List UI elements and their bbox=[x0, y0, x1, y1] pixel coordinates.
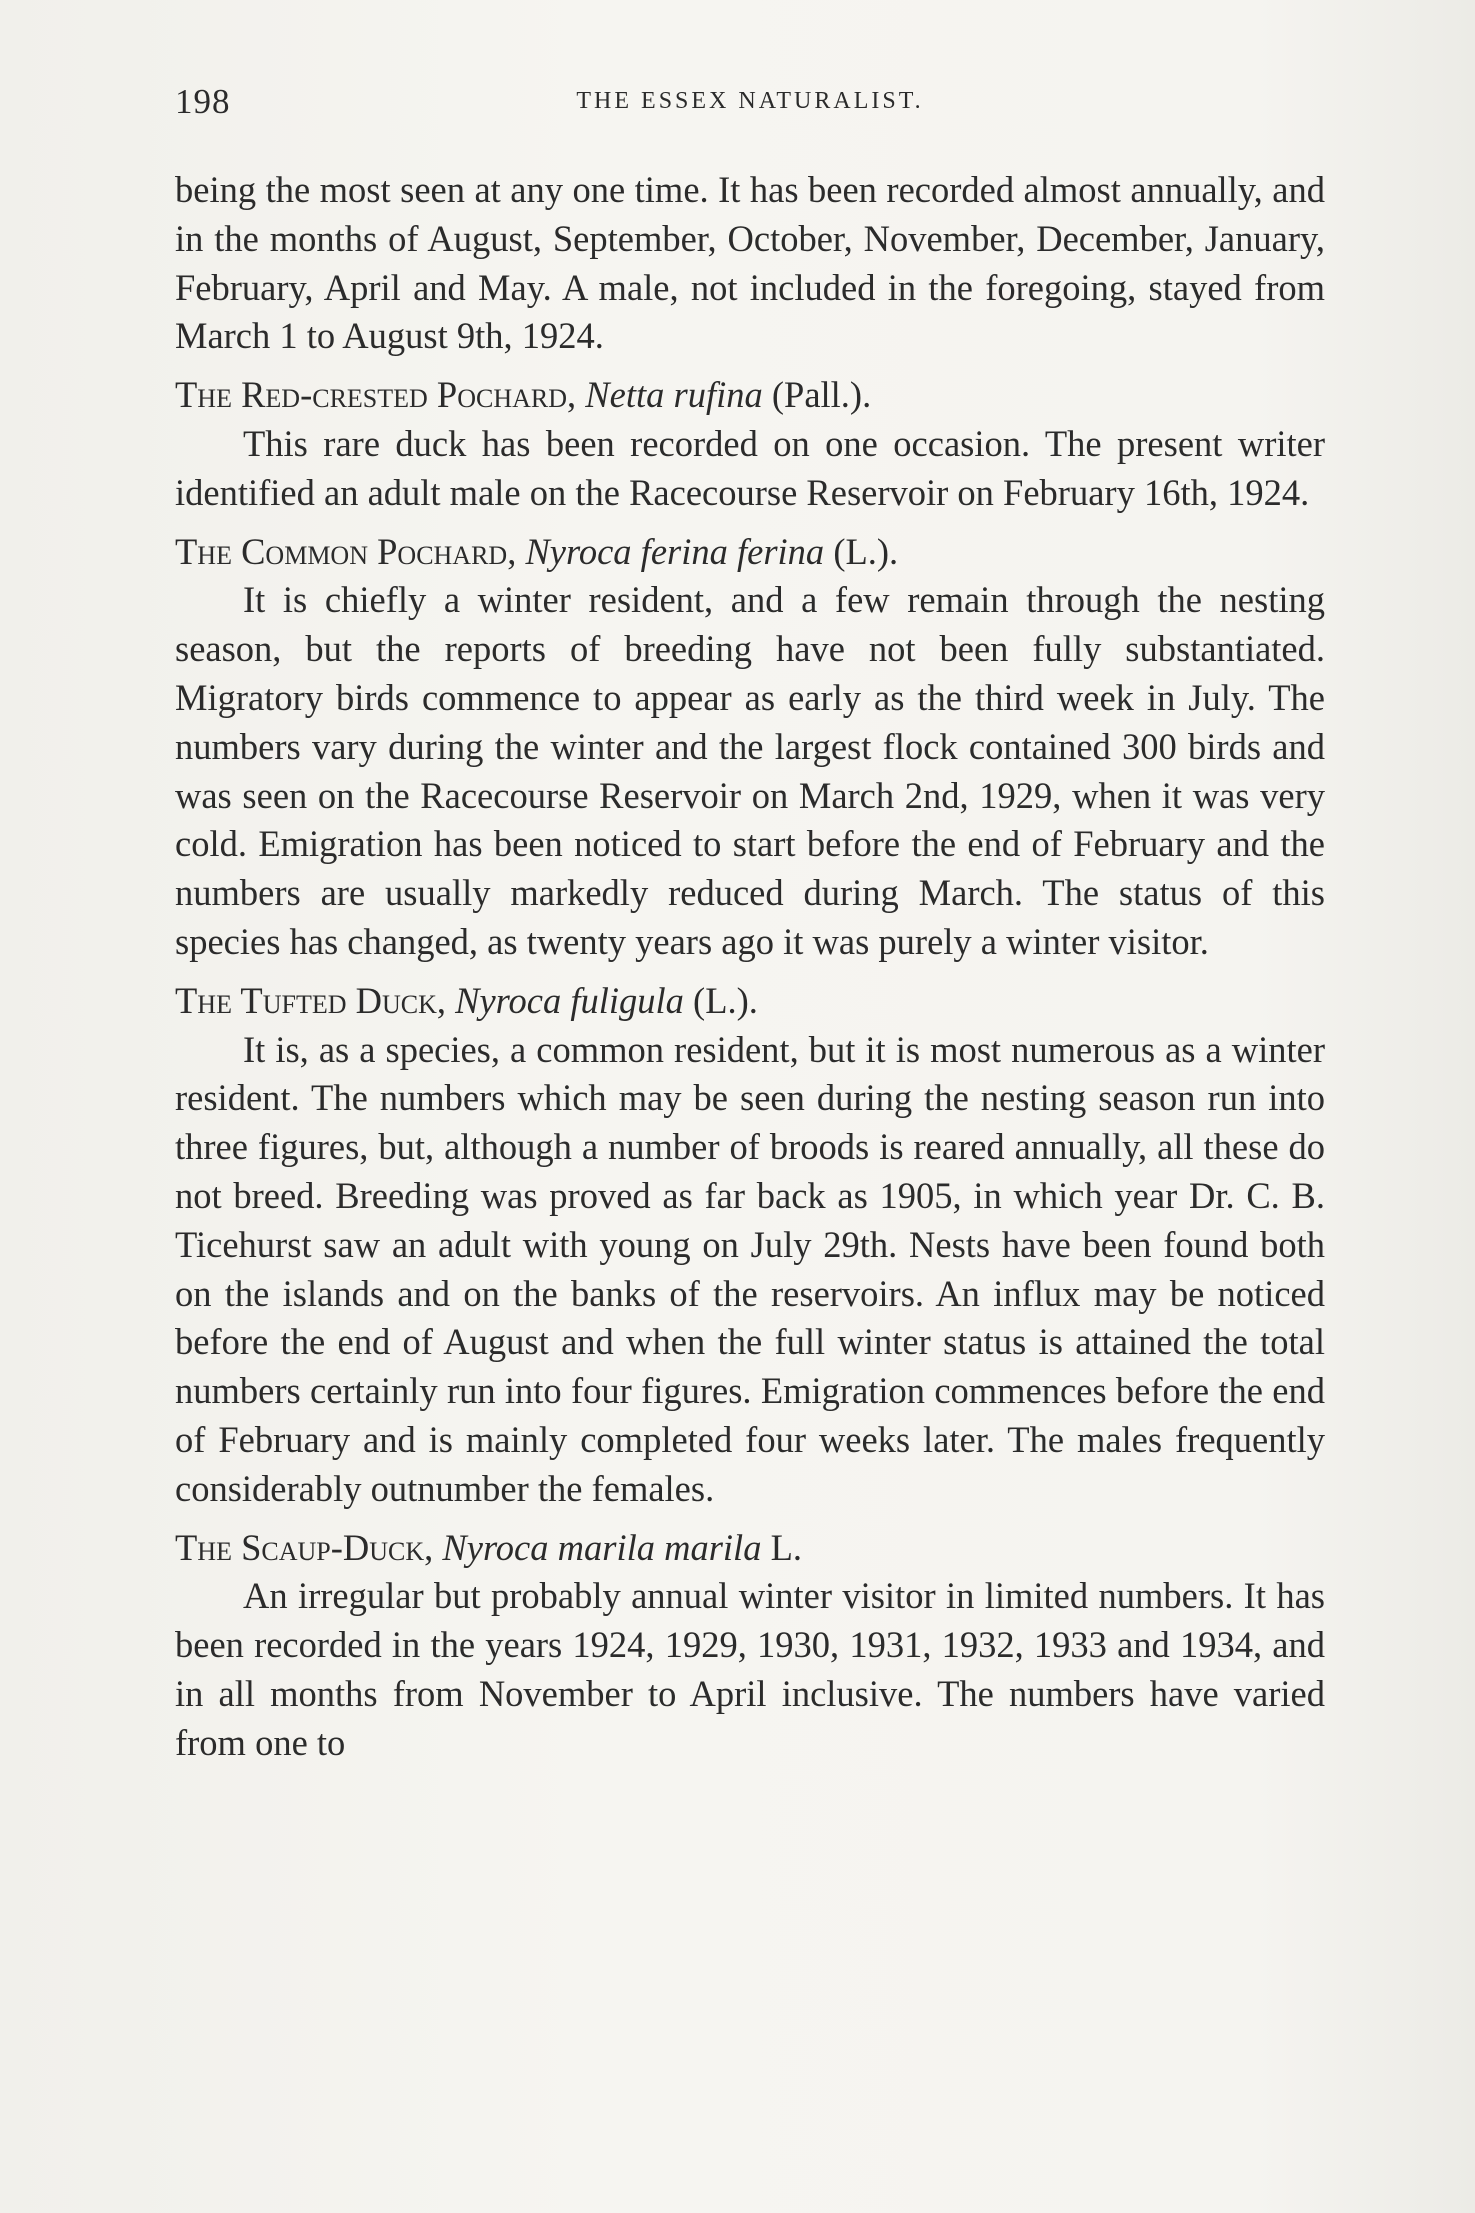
species-paragraph-common-pochard: It is chiefly a winter resident, and a few remain through the nesting season, but the reports of breeding have not been fully substantiated. Migratory birds commence to appear as early as the third week in July. The numbers vary during the winter and the largest flock contained 300 birds and was seen on the Racecourse Reservoir on March 2nd, 1929, when it was very cold. Emigration has been noticed to start before the end of February and the numbers are usually markedly reduced during March. The status of this species has changed, as twenty years ago it was purely a winter visitor. bbox=[175, 579, 1325, 962]
species-latin-name: Nyroca fuligula bbox=[455, 979, 684, 1021]
species-heading-scaup-duck bbox=[175, 1524, 1325, 1573]
species-common-name: The Scaup-Duck, bbox=[175, 1526, 434, 1568]
body-text bbox=[175, 166, 1325, 1768]
species-heading-tufted-duck bbox=[175, 977, 1325, 1026]
species-common-name: The Common Pochard, bbox=[175, 530, 517, 572]
species-authority: L. bbox=[770, 1526, 802, 1568]
page-number: 198 bbox=[175, 82, 231, 121]
species-paragraph-red-crested-pochard: This rare duck has been recorded on one occasion. The present writer identified an adult male on the Racecourse Reservoir on February 16th, 1924. bbox=[175, 422, 1325, 513]
species-latin-name: Netta rufina bbox=[585, 374, 763, 416]
species-latin-name: Nyroca marila marila bbox=[442, 1526, 762, 1568]
page-header bbox=[175, 82, 1325, 132]
species-heading-red-crested-pochard bbox=[175, 371, 1325, 420]
species-common-name: The Red-crested Pochard, bbox=[175, 374, 577, 416]
species-latin-name: Nyroca ferina ferina bbox=[525, 530, 825, 572]
species-authority: (L.). bbox=[833, 530, 899, 572]
species-common-name: The Tufted Duck, bbox=[175, 979, 446, 1021]
species-authority: (L.). bbox=[693, 979, 758, 1021]
continued-paragraph: being the most seen at any one time. It has been recorded almost annually, and in the months of August, September, October, November, December, January, February, April and May. A male, not included in the foregoing, stayed from March 1 to August 9th, 1924. bbox=[175, 169, 1325, 357]
running-head: THE ESSEX NATURALIST. bbox=[576, 88, 924, 114]
species-authority: (Pall.). bbox=[771, 374, 872, 416]
species-heading-common-pochard bbox=[175, 528, 1325, 577]
species-paragraph-tufted-duck: It is, as a species, a common resident, but it is most numerous as a winter resident. The numbers which may be seen during the nesting season run into three figures, but, although a number of broods is reared annually, all these do not breed. Breeding was proved as far back as 1905, in which year Dr. C. B. Ticehurst saw an adult with young on July 29th. Nests have been found both on the islands and on the banks of the reservoirs. An influx may be noticed before the end of August and when the full winter status is attained the total numbers certainly run into four figures. Emigration commences before the end of February and is mainly completed four weeks later. The males frequently considerably outnumber the females. bbox=[175, 1028, 1325, 1509]
species-paragraph-scaup-duck: An irregular but probably annual winter visitor in limited numbers. It has been recorded in the years 1924, 1929, 1930, 1931, 1932, 1933 and 1934, and in all months from November to April inclusive. The numbers have varied from one to bbox=[175, 1575, 1325, 1763]
